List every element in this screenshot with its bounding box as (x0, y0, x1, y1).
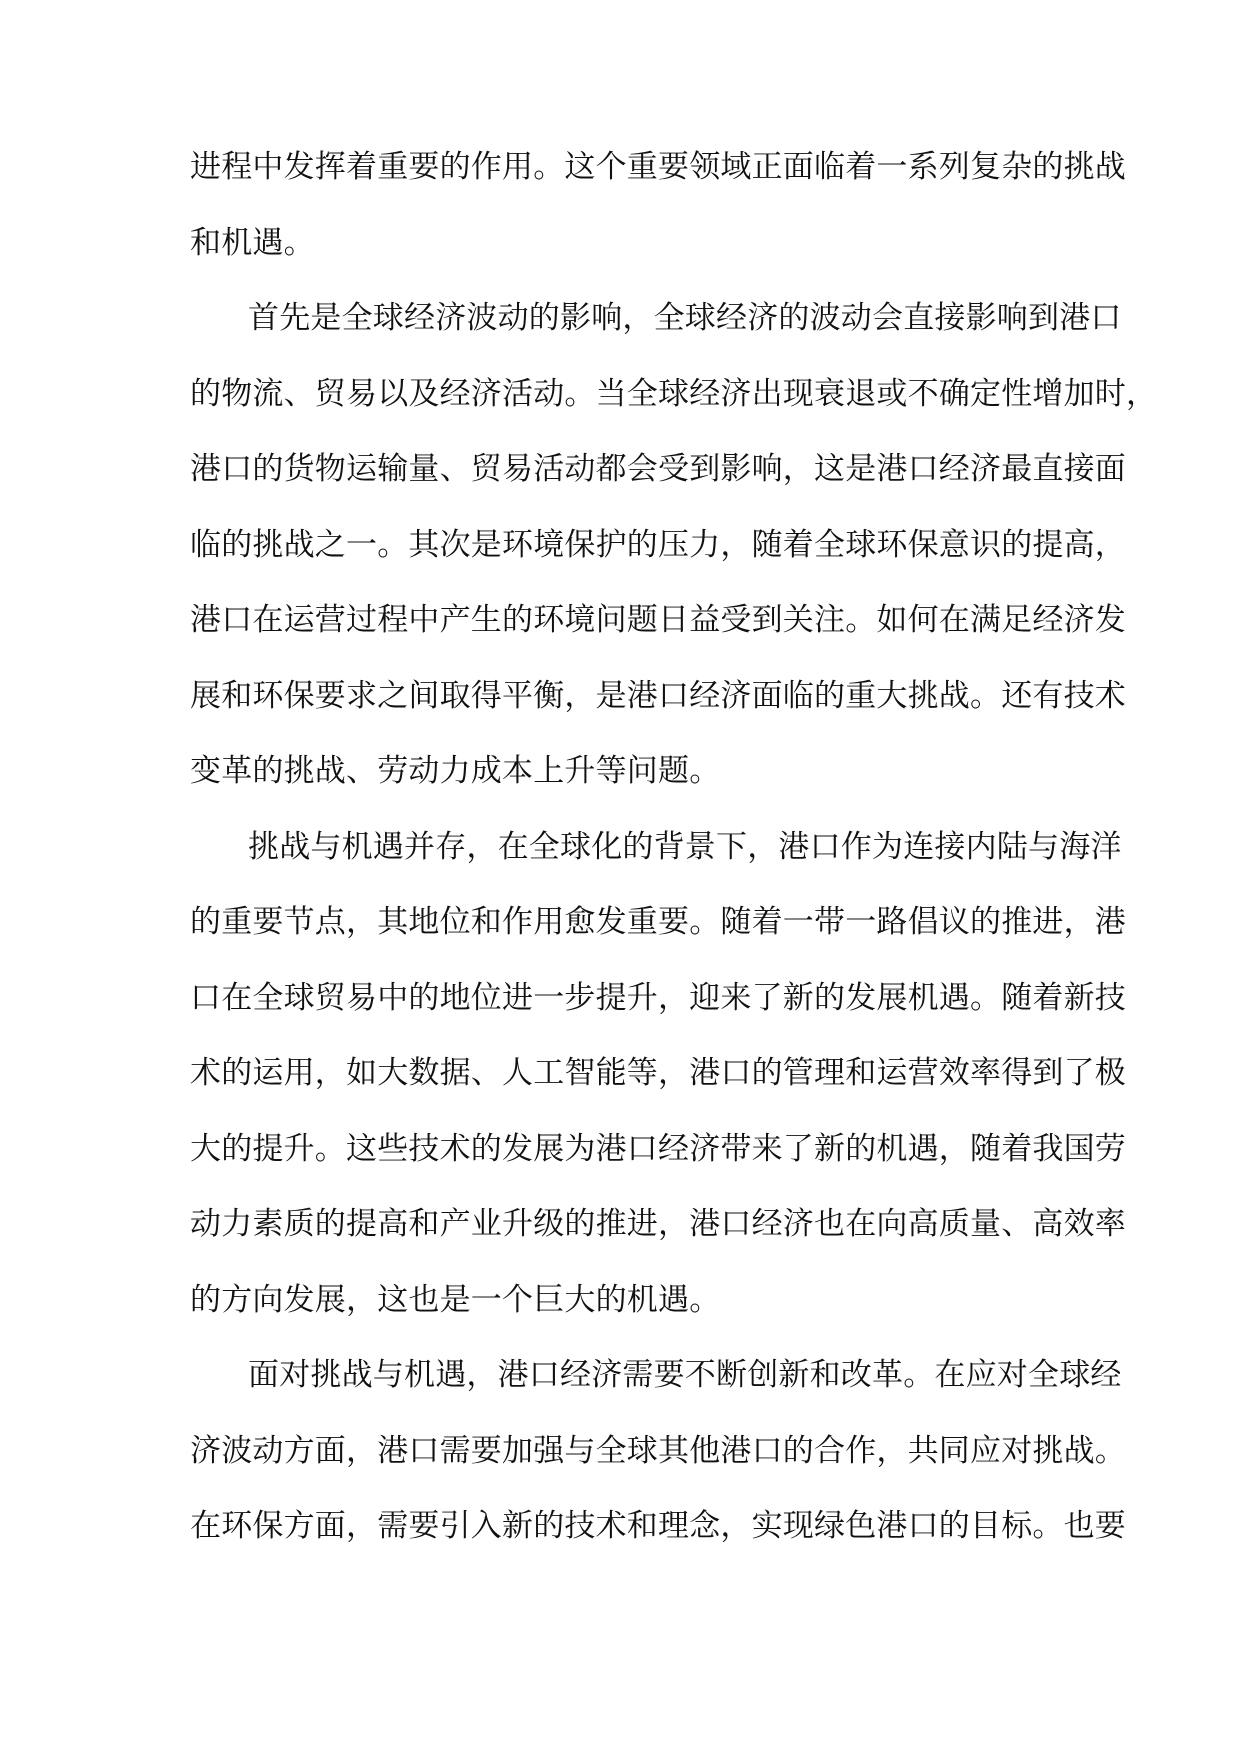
text-line: 大的提升。这些技术的发展为港口经济带来了新的机遇，随着我国劳 (190, 1130, 1126, 1167)
paragraph-start-line: 首先是全球经济波动的影响，全球经济的波动会直接影响到港口 (248, 300, 1122, 336)
text-line: 临的挑战之一。其次是环境保护的压力，随着全球环保意识的提高， (190, 526, 1126, 563)
text-line: 展和环保要求之间取得平衡，是港口经济面临的重大挑战。还有技术 (190, 677, 1126, 714)
paragraph-start-line: 挑战与机遇并存，在全球化的背景下，港口作为连接内陆与海洋 (248, 828, 1122, 865)
text-line: 的方向发展，这也是一个巨大的机遇。 (190, 1281, 721, 1318)
text-line: 和机遇。 (190, 224, 315, 261)
text-line: 变革的挑战、劳动力成本上升等问题。 (190, 753, 721, 789)
text-line: 济波动方面，港口需要加强与全球其他港口的合作，共同应对挑战。 (190, 1432, 1126, 1469)
text-line: 进程中发挥着重要的作用。这个重要领域正面临着一系列复杂的挑战 (190, 149, 1126, 185)
text-line: 口在全球贸易中的地位进一步提升，迎来了新的发展机遇。随着新技 (190, 979, 1126, 1016)
text-line: 在环保方面，需要引入新的技术和理念，实现绿色港口的目标。也要 (190, 1508, 1126, 1544)
document-body (190, 138, 1158, 1573)
text-line: 动力素质的提高和产业升级的推进，港口经济也在向高质量、高效率 (190, 1206, 1126, 1242)
text-line: 的物流、贸易以及经济活动。当全球经济出现衰退或不确定性增加时， (190, 375, 1158, 412)
text-line: 港口的货物运输量、贸易活动都会受到影响，这是港口经济最直接面 (190, 451, 1126, 487)
text-line: 术的运用，如大数据、人工智能等，港口的管理和运营效率得到了极 (190, 1055, 1126, 1091)
paragraph-start-line: 面对挑战与机遇，港口经济需要不断创新和改革。在应对全球经 (248, 1357, 1122, 1393)
text-line: 的重要节点，其地位和作用愈发重要。随着一带一路倡议的推进，港 (190, 904, 1126, 940)
text-line: 港口在运营过程中产生的环境问题日益受到关注。如何在满足经济发 (190, 602, 1126, 638)
